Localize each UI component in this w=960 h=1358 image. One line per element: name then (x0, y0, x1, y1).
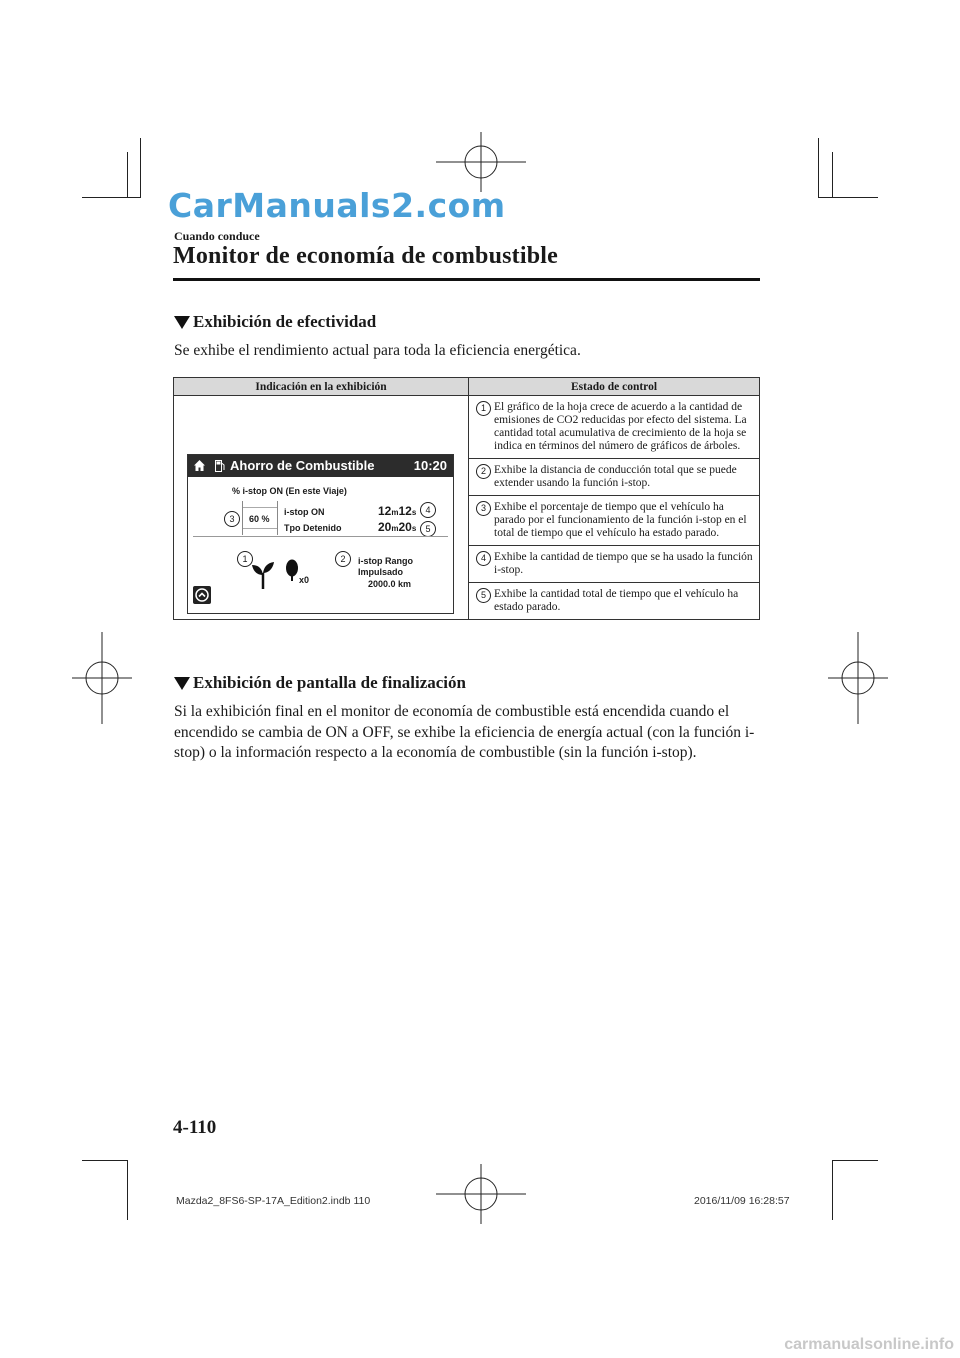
display-screen (187, 454, 454, 614)
stopped-time: 20m20s (378, 520, 417, 534)
section-heading (174, 312, 376, 332)
istop-percent: 60 % (249, 514, 270, 524)
callout-marker: 1 (237, 551, 253, 567)
screen-button[interactable] (193, 586, 211, 604)
crop-mark (140, 138, 141, 198)
istop-percent-gauge (242, 501, 278, 535)
footer-file: Mazda2_8FS6-SP-17A_Edition2.indb 110 (176, 1195, 371, 1207)
istop-on-label: i-stop ON (284, 507, 325, 517)
intro-text: Se exhibe el rendimiento actual para toda la eficiencia energética. (174, 342, 581, 359)
registration-mark-icon (72, 632, 132, 724)
stopped-time-label: Tpo Detenido (284, 523, 342, 533)
crop-mark (832, 1160, 878, 1161)
range-value: 2000.0 km (368, 579, 412, 589)
display-cell (174, 396, 469, 620)
callout-number: 3 (476, 501, 491, 516)
table-header-row (174, 378, 760, 396)
table-cell (469, 546, 760, 583)
sprout-icon (252, 559, 274, 589)
row-description: Exhibe la cantidad de tiempo que se ha usado la función i-stop. (494, 551, 753, 576)
crop-mark (818, 197, 878, 198)
callout-number: 4 (476, 551, 491, 566)
table-header: Indicación en la exhibición (174, 378, 469, 396)
screen-time: 10:20 (413, 458, 447, 473)
triangle-down-icon (174, 677, 190, 690)
registration-mark-icon (436, 132, 526, 192)
table-cell (469, 396, 760, 459)
watermark: CarManuals2.com (168, 186, 506, 225)
crop-mark (832, 152, 833, 197)
fuel-pump-icon (215, 460, 225, 472)
registration-mark-icon (436, 1164, 526, 1224)
callout-number: 1 (476, 401, 491, 416)
chevron-up-icon (193, 586, 211, 604)
section-heading-text: Exhibición de efectividad (193, 312, 377, 331)
callout-number: 2 (476, 464, 491, 479)
section-heading (174, 673, 466, 693)
site-watermark: carmanualsonline.info (784, 1336, 954, 1353)
page-title: Monitor de economía de combustible (173, 243, 558, 269)
section-heading-text: Exhibición de pantalla de finalización (193, 673, 466, 692)
row-description: Exhibe el porcentaje de tiempo que el vehículo ha parado por el funcionamiento de la función i-stop en el total de tiempo que el vehículo ha estado parado. (494, 501, 747, 539)
range-label: Impulsado (358, 567, 404, 577)
screen-title: Ahorro de Combustible (230, 458, 375, 473)
body-text: Si la exhibición final en el monitor de economía de combustible está encendida cuando el encendido se cambia de ON a OFF, se exhibe la eficiencia de energía actual (con la función i-stop) o la información respecto a la economía de combustible (sin la función i-stop). (174, 703, 755, 761)
crop-mark (832, 1160, 833, 1220)
callout-marker: 4 (420, 502, 436, 518)
screen-header (188, 455, 453, 477)
callout-marker: 3 (224, 511, 240, 527)
crop-mark (82, 1160, 127, 1161)
control-table (173, 377, 760, 620)
crop-mark (127, 152, 128, 197)
callout-marker: 2 (335, 551, 351, 567)
table-cell (469, 459, 760, 496)
tree-icon (285, 559, 299, 581)
triangle-down-icon (174, 316, 190, 329)
crop-mark (818, 138, 819, 198)
callout-number: 5 (476, 588, 491, 603)
row-description: El gráfico de la hoja crece de acuerdo a la cantidad de emisiones de CO2 reducidas por efecto del sistema. La cantidad total acumulativa de crecimiento de la hoja se indica en términos del número de gráficos de árboles. (494, 401, 747, 452)
row-description: Exhibe la distancia de conducción total que se puede extender usando la función i-stop. (494, 464, 737, 489)
page-number: 4-110 (173, 1117, 217, 1138)
registration-mark-icon (828, 632, 888, 724)
title-rule (173, 278, 760, 281)
callout-marker: 5 (420, 521, 436, 537)
crop-mark (127, 1160, 128, 1220)
row-description: Exhibe la cantidad total de tiempo que el vehículo ha estado parado. (494, 588, 739, 613)
range-label: i-stop Rango (358, 556, 413, 566)
home-icon (194, 460, 205, 471)
section-label: Cuando conduce (174, 229, 260, 243)
istop-on-time: 12m12s (378, 504, 417, 518)
table-row (174, 396, 760, 459)
table-cell (469, 496, 760, 546)
tree-count: x0 (299, 575, 310, 585)
table-header: Estado de control (469, 378, 760, 396)
crop-mark (82, 197, 140, 198)
footer-timestamp: 2016/11/09 16:28:57 (694, 1195, 790, 1207)
screen-divider (193, 536, 448, 537)
table-cell (469, 583, 760, 620)
screen-subtitle: % i-stop ON (En este Viaje) (232, 486, 347, 496)
